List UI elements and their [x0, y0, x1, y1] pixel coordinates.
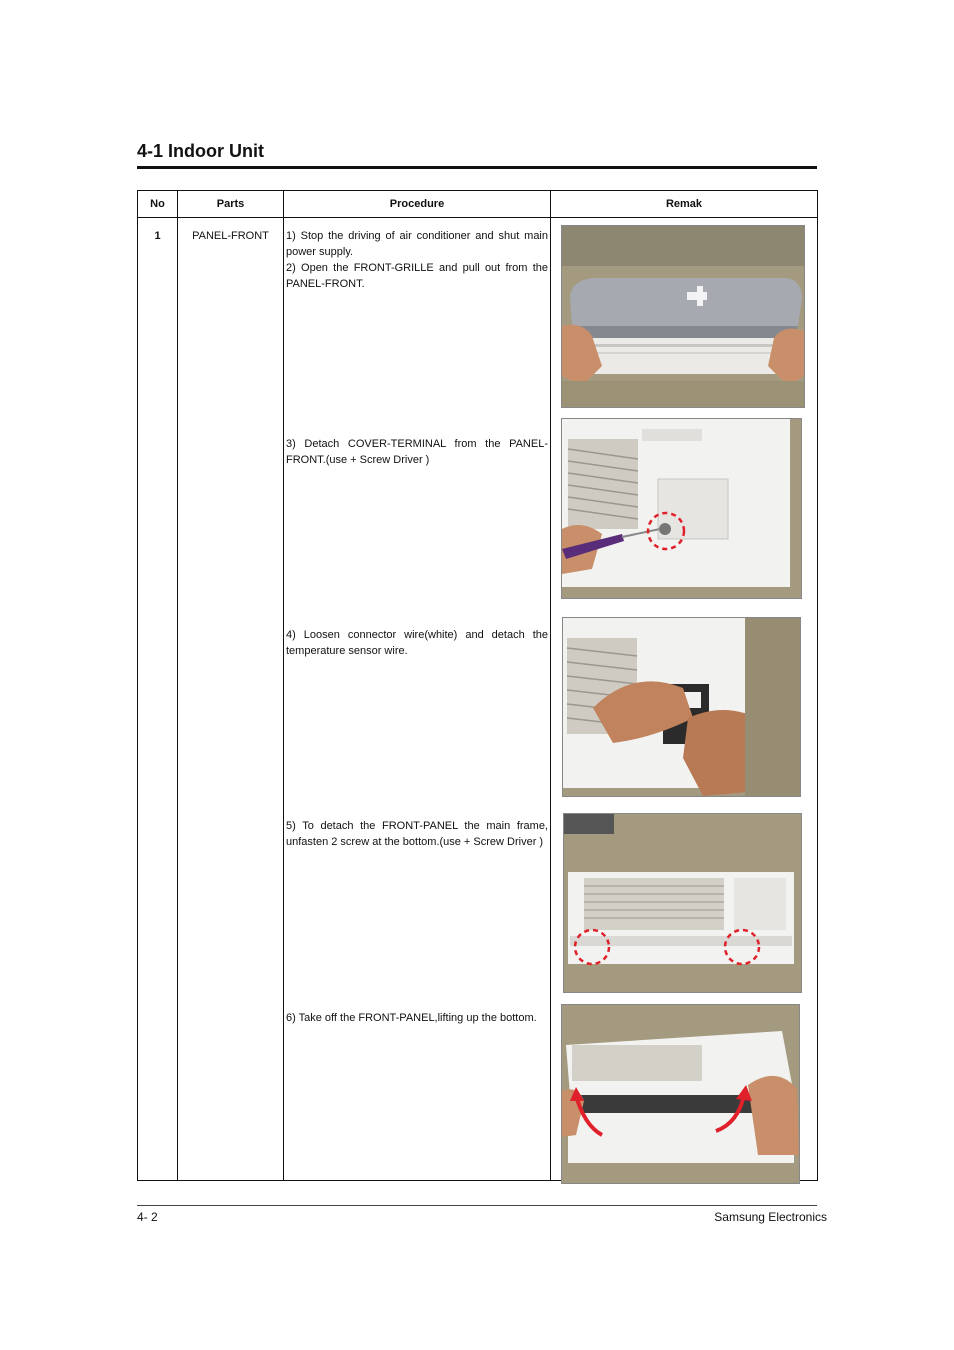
table-row — [138, 218, 818, 1181]
table-header-row — [138, 191, 818, 218]
footer-company: Samsung Electronics — [714, 1210, 827, 1224]
part-name-cell — [178, 218, 284, 1181]
header-procedure: Procedure — [284, 191, 551, 218]
remark-cell — [551, 218, 818, 1181]
photo-open-front-grille — [561, 225, 805, 408]
header-parts: Parts — [178, 191, 284, 218]
photo-cover-terminal — [561, 418, 802, 599]
disassembly-procedure-table — [137, 190, 818, 1181]
photo-bottom-screws — [563, 813, 802, 993]
procedure-step-5: 5) To detach the FRONT-PANEL the main frame, unfasten 2 screw at the bottom.(use + Screw Driver ) — [286, 820, 548, 848]
procedure-step-1: 1) Stop the driving of air conditioner and shut main power supply. — [286, 230, 548, 258]
header-remark: Remak — [551, 191, 818, 218]
photo-take-off-panel — [561, 1004, 800, 1184]
section-title: 4-1 Indoor Unit — [137, 141, 264, 161]
procedure-step-6: 6) Take off the FRONT-PANEL,lifting up the bottom. — [286, 1012, 537, 1024]
footer-rule — [137, 1205, 817, 1206]
procedure-step-3: 3) Detach COVER-TERMINAL from the PANEL-FRONT.(use + Screw Driver ) — [286, 438, 548, 466]
row-number-cell — [138, 218, 178, 1181]
procedure-step-2: 2) Open the FRONT-GRILLE and pull out from the PANEL-FRONT. — [286, 262, 548, 290]
photo-loosen-connector — [562, 617, 801, 797]
page-number: 4- 2 — [137, 1210, 158, 1224]
title-underline — [137, 166, 817, 169]
part-name: PANEL-FRONT — [192, 230, 269, 242]
header-no: No — [138, 191, 178, 218]
procedure-cell — [284, 218, 551, 1181]
procedure-step-4: 4) Loosen connector wire(white) and detach the temperature sensor wire. — [286, 629, 548, 657]
row-number: 1 — [154, 230, 161, 242]
